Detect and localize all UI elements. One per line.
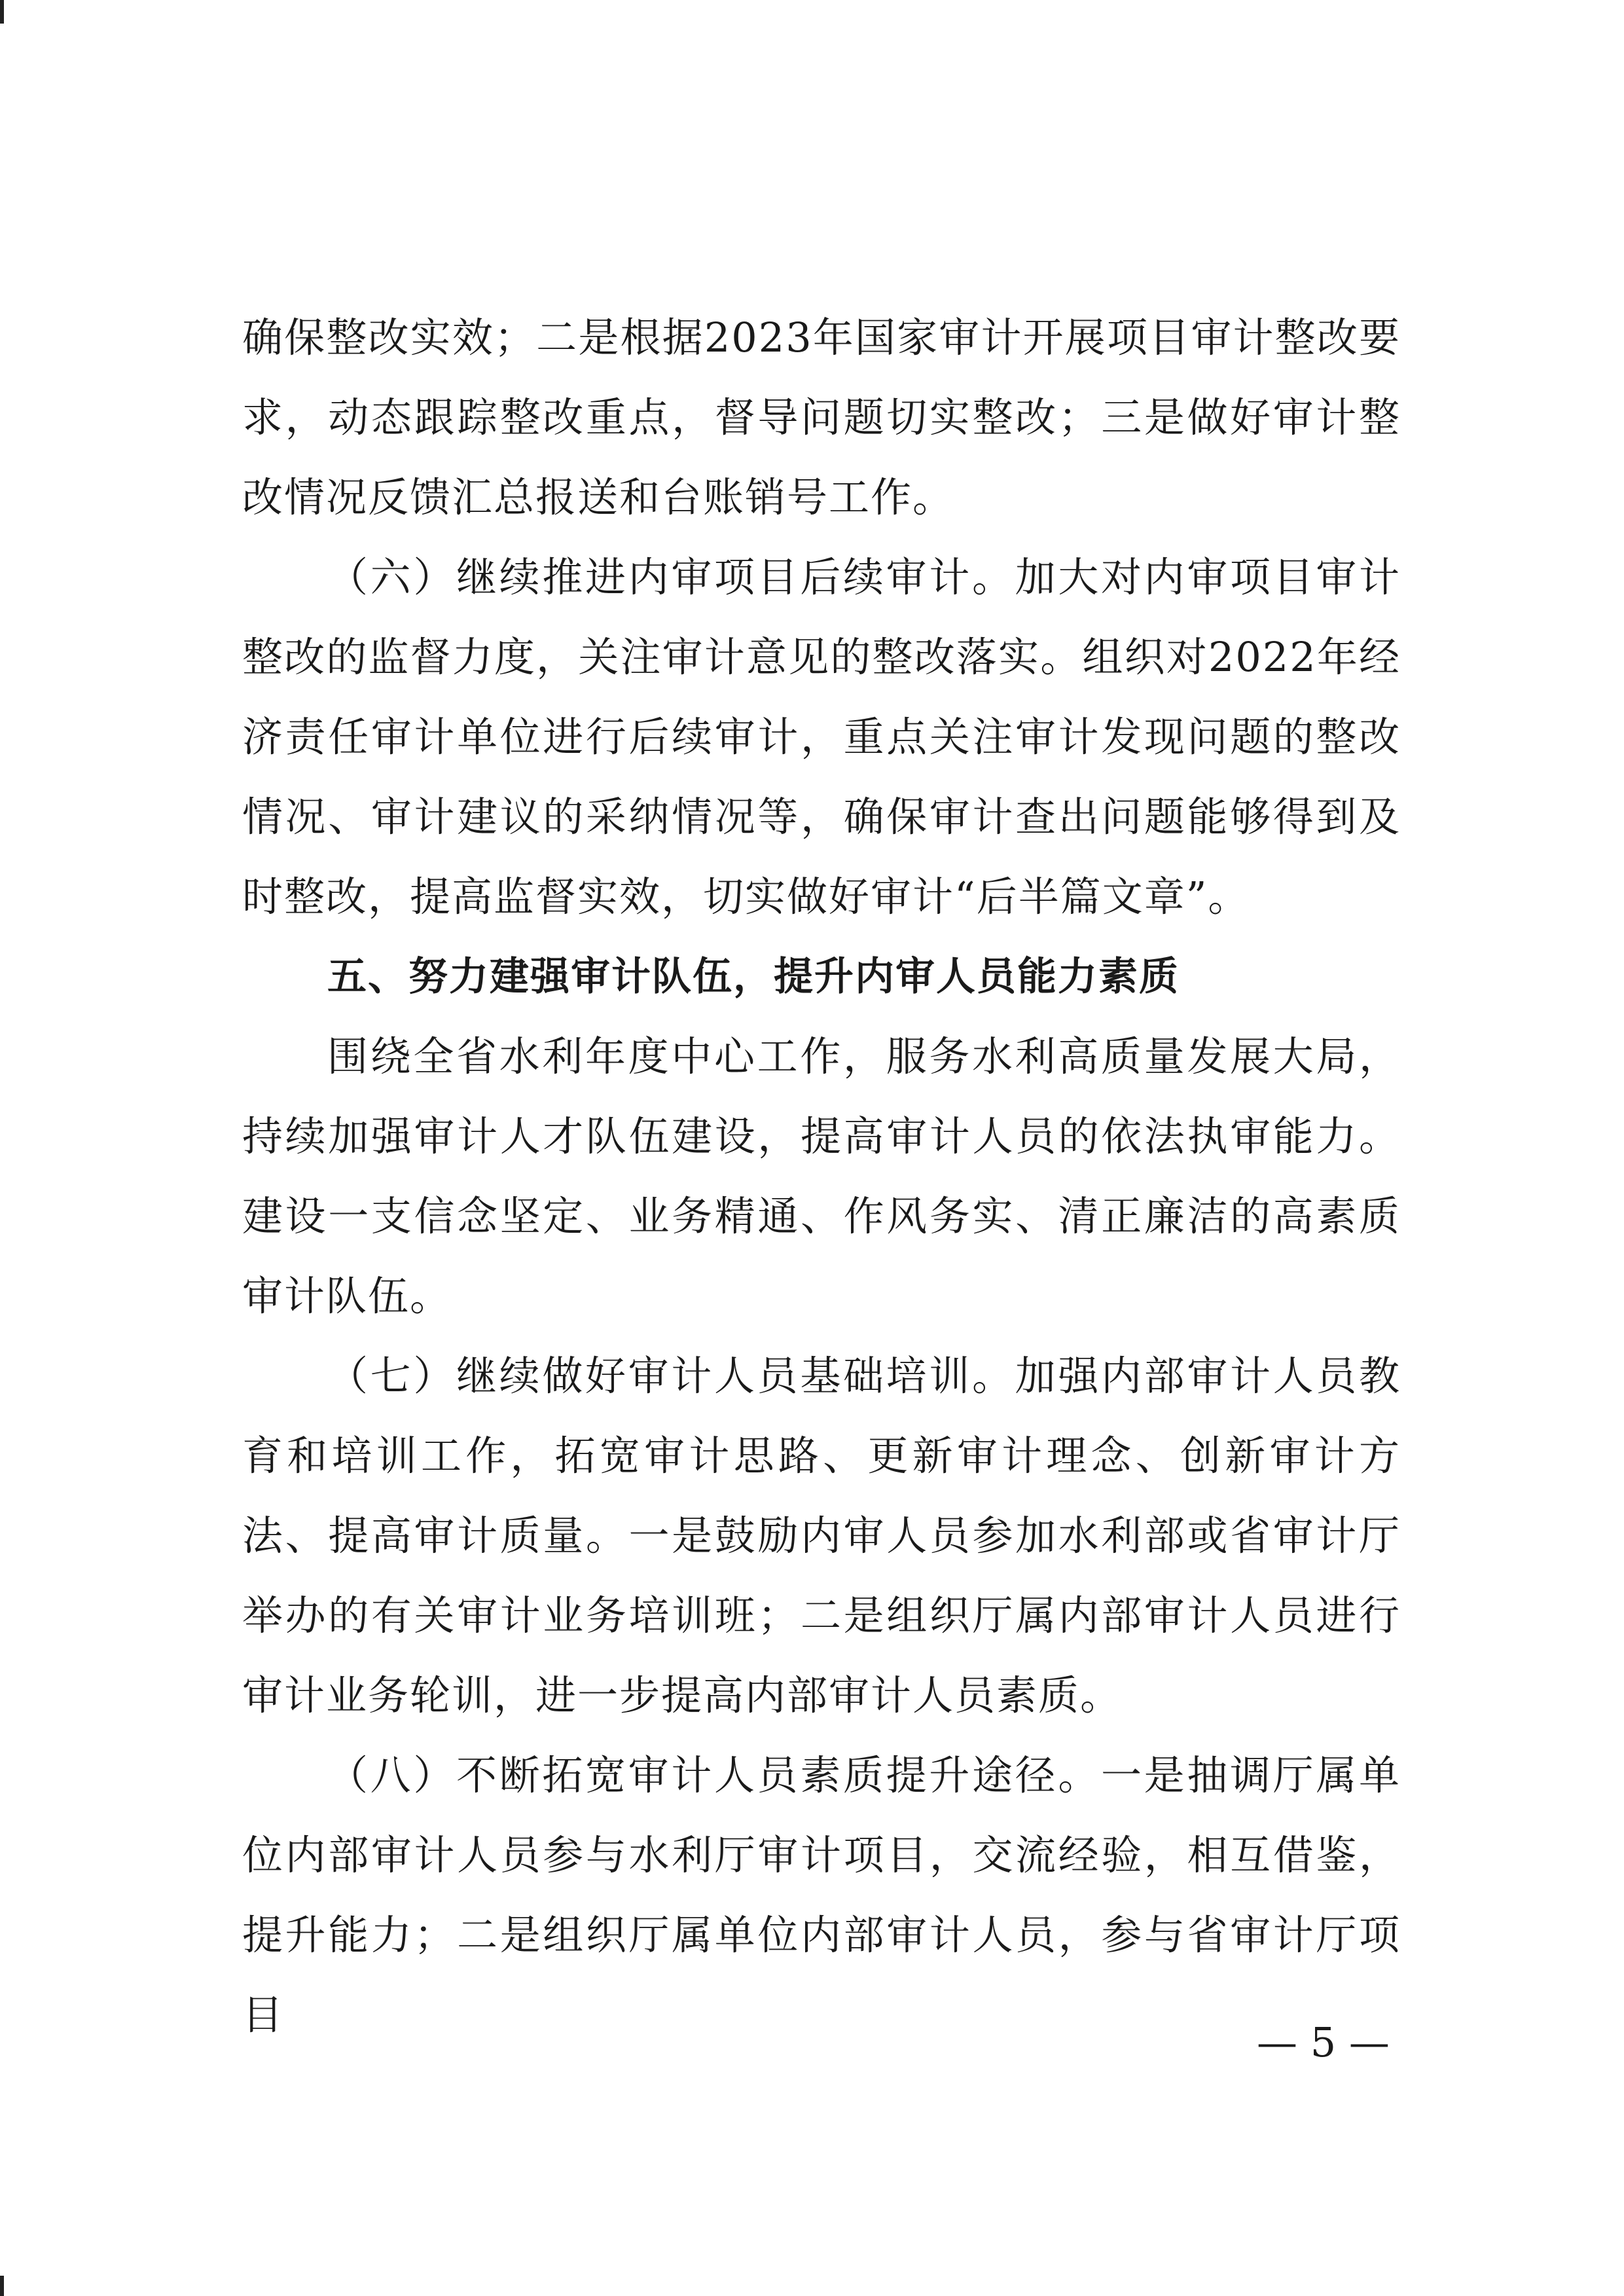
- paragraph-continuation: 确保整改实效；二是根据2023年国家审计开展项目审计整改要求，动态跟踪整改重点，督导问题切实整改；三是做好审计整改情况反馈汇总报送和台账销号工作。: [242, 314, 1401, 521]
- paragraph-section-5-intro: 围绕全省水利年度中心工作，服务水利高质量发展大局，持续加强审计人才队伍建设，提高审计人员的依法执审能力。建设一支信念坚定、业务精通、作风务实、清正廉洁的高素质审计队伍。: [242, 1032, 1401, 1320]
- paragraph-subsection-7: （七）继续做好审计人员基础培训。加强内部审计人员教育和培训工作，拓宽审计思路、更新审计理念、创新审计方法、提高审计质量。一是鼓励内审人员参加水利部或省审计厅举办的有关审计业务培训班；二是组织厅属内部审计人员进行审计业务轮训，进一步提高内部审计人员素质。: [242, 1352, 1401, 1719]
- paragraph-subsection-8: （八）不断拓宽审计人员素质提升途径。一是抽调厅属单位内部审计人员参与水利厅审计项目，交流经验，相互借鉴，提升能力；二是组织厅属单位内部审计人员，参与省审计厅项目: [242, 1751, 1401, 2039]
- page-number: — 5 —: [1257, 2018, 1390, 2066]
- scan-edge-bottom: [0, 2276, 4, 2296]
- scan-edge-top: [0, 0, 4, 24]
- paragraph-subsection-6: （六）继续推进内审项目后续审计。加大对内审项目审计整改的监督力度，关注审计意见的整改落实。组织对2022年经济责任审计单位进行后续审计，重点关注审计发现问题的整改情况、审计建议的采纳情况等，确保审计查出问题能够得到及时整改，提高监督实效，切实做好审计“后半篇文章”。: [242, 553, 1401, 920]
- document-body: [242, 298, 1401, 2055]
- section-heading-5: 五、努力建强审计队伍，提升内审人员能力素质: [327, 954, 1180, 1000]
